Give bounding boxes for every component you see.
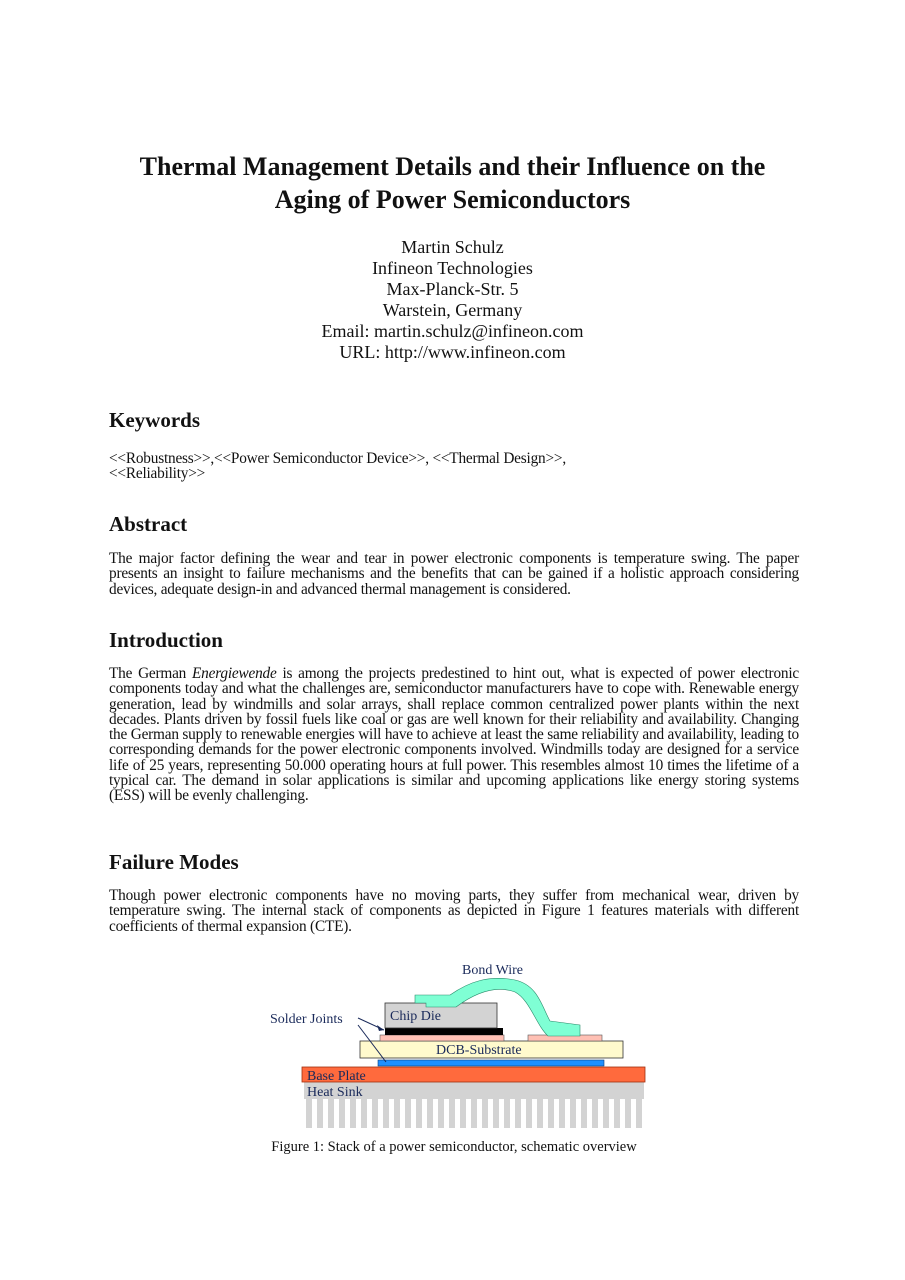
dcb-substrate-label: DCB-Substrate — [436, 1043, 522, 1058]
heat-sink-fin — [614, 1098, 620, 1128]
author-city: Warstein, Germany — [382, 300, 523, 320]
bond-wire-label: Bond Wire — [462, 963, 524, 978]
heat-sink-fin — [625, 1098, 631, 1128]
heat-sink-fin — [372, 1098, 378, 1128]
heat-sink-fin — [427, 1098, 433, 1128]
abstract-heading: Abstract — [109, 512, 188, 536]
copper-pad-left — [380, 1035, 504, 1041]
introduction-text-pre: The German — [109, 665, 193, 682]
keywords-text — [109, 451, 799, 482]
heat-sink-fin — [526, 1098, 532, 1128]
heat-sink-fin — [570, 1098, 576, 1128]
heat-sink-fin — [361, 1098, 367, 1128]
heat-sink-fin — [405, 1098, 411, 1128]
heat-sink-fin — [416, 1098, 422, 1128]
heat-sink-fin — [471, 1098, 477, 1128]
introduction-text-post: is among the projects predestined to hint out, what is expected of power electronic components today and what the challenges are, semiconductor manufacturers have to cope with. Renewable energy generation, lead by windmills and solar arrays, shall replace common centralized power plants within the next decades. Plants driven by fossil fuels like coal or gas are well known for their reliability and availability. Changing the German supply to renewable energies will have to achieve at least the same reliability and availability, leading to corresponding demands for the power electronic components involved. Windmills today are designed for a service life of 25 years, representing 50.000 operating hours at full power. This resembles almost 10 times the lifetime of a typical car. The demand in solar applications is similar and upcoming applications like energy storing systems (ESS) will be evenly challenging. — [109, 665, 799, 805]
author-block — [200, 237, 705, 363]
heat-sink-fin — [636, 1098, 642, 1128]
heat-sink-fin — [548, 1098, 554, 1128]
heat-sink-fin — [449, 1098, 455, 1128]
author-url: URL: http://www.infineon.com — [339, 342, 566, 362]
heat-sink-label: Heat Sink — [307, 1085, 363, 1100]
keywords-line-2: <<Reliability>> — [109, 465, 206, 483]
abstract-text: The major factor defining the wear and tear in power electronic components is temperature swing. The paper presents an insight to failure mechanisms and the benefits that can be gained if a holistic approach considering devices, adequate design-in and advanced thermal management is considered. — [109, 550, 799, 598]
bottom-solder-layer — [378, 1060, 604, 1066]
author-street: Max-Planck-Str. 5 — [386, 279, 519, 299]
title-line-1: Thermal Management Details and their Influence on the — [139, 152, 766, 181]
chip-solder-layer — [385, 1028, 503, 1035]
heat-sink-fin — [460, 1098, 466, 1128]
heat-sink-fin — [328, 1098, 334, 1128]
chip-die-label: Chip Die — [390, 1009, 441, 1024]
introduction-text — [109, 666, 799, 804]
stack-diagram — [260, 955, 660, 1135]
heat-sink-fin — [383, 1098, 389, 1128]
heat-sink-fin — [317, 1098, 323, 1128]
introduction-heading: Introduction — [109, 628, 223, 652]
figure-1 — [260, 955, 660, 1135]
heat-sink-fin — [581, 1098, 587, 1128]
figure-1-caption: Figure 1: Stack of a power semiconductor, schematic overview — [271, 1139, 637, 1155]
heat-sink-fin — [504, 1098, 510, 1128]
solder-joints-label: Solder Joints — [270, 1012, 343, 1027]
heat-sink-fin — [339, 1098, 345, 1128]
author-organization: Infineon Technologies — [372, 258, 533, 278]
introduction-emphasis: Energiewende — [192, 665, 277, 682]
heat-sink-fin — [515, 1098, 521, 1128]
heat-sink-fin — [350, 1098, 356, 1128]
keywords-heading: Keywords — [109, 408, 200, 432]
author-name: Martin Schulz — [401, 237, 504, 257]
failure-modes-text: Though power electronic components have no moving parts, they suffer from mechanical wear, driven by temperature swing. The internal stack of components as depicted in Figure 1 features materials with different coefficients of thermal expansion (CTE). — [109, 887, 799, 935]
solder-arrowhead-1 — [377, 1025, 384, 1031]
title-line-2: Aging of Power Semiconductors — [274, 185, 631, 214]
author-email: Email: martin.schulz@infineon.com — [321, 321, 584, 341]
heat-sink-fins — [306, 1098, 642, 1128]
heat-sink-fin — [559, 1098, 565, 1128]
heat-sink-fin — [306, 1098, 312, 1128]
heat-sink-fin — [394, 1098, 400, 1128]
heat-sink-fin — [493, 1098, 499, 1128]
base-plate-label: Base Plate — [307, 1069, 366, 1084]
paper-title — [100, 150, 805, 216]
heat-sink-fin — [438, 1098, 444, 1128]
keywords-line-1: <<Robustness>>,<<Power Semiconductor Device>>, <<Thermal Design>>, — [109, 450, 566, 467]
heat-sink-fin — [537, 1098, 543, 1128]
heat-sink-fin — [603, 1098, 609, 1128]
heat-sink-fin — [482, 1098, 488, 1128]
heat-sink-fin — [592, 1098, 598, 1128]
failure-modes-heading: Failure Modes — [109, 850, 239, 874]
